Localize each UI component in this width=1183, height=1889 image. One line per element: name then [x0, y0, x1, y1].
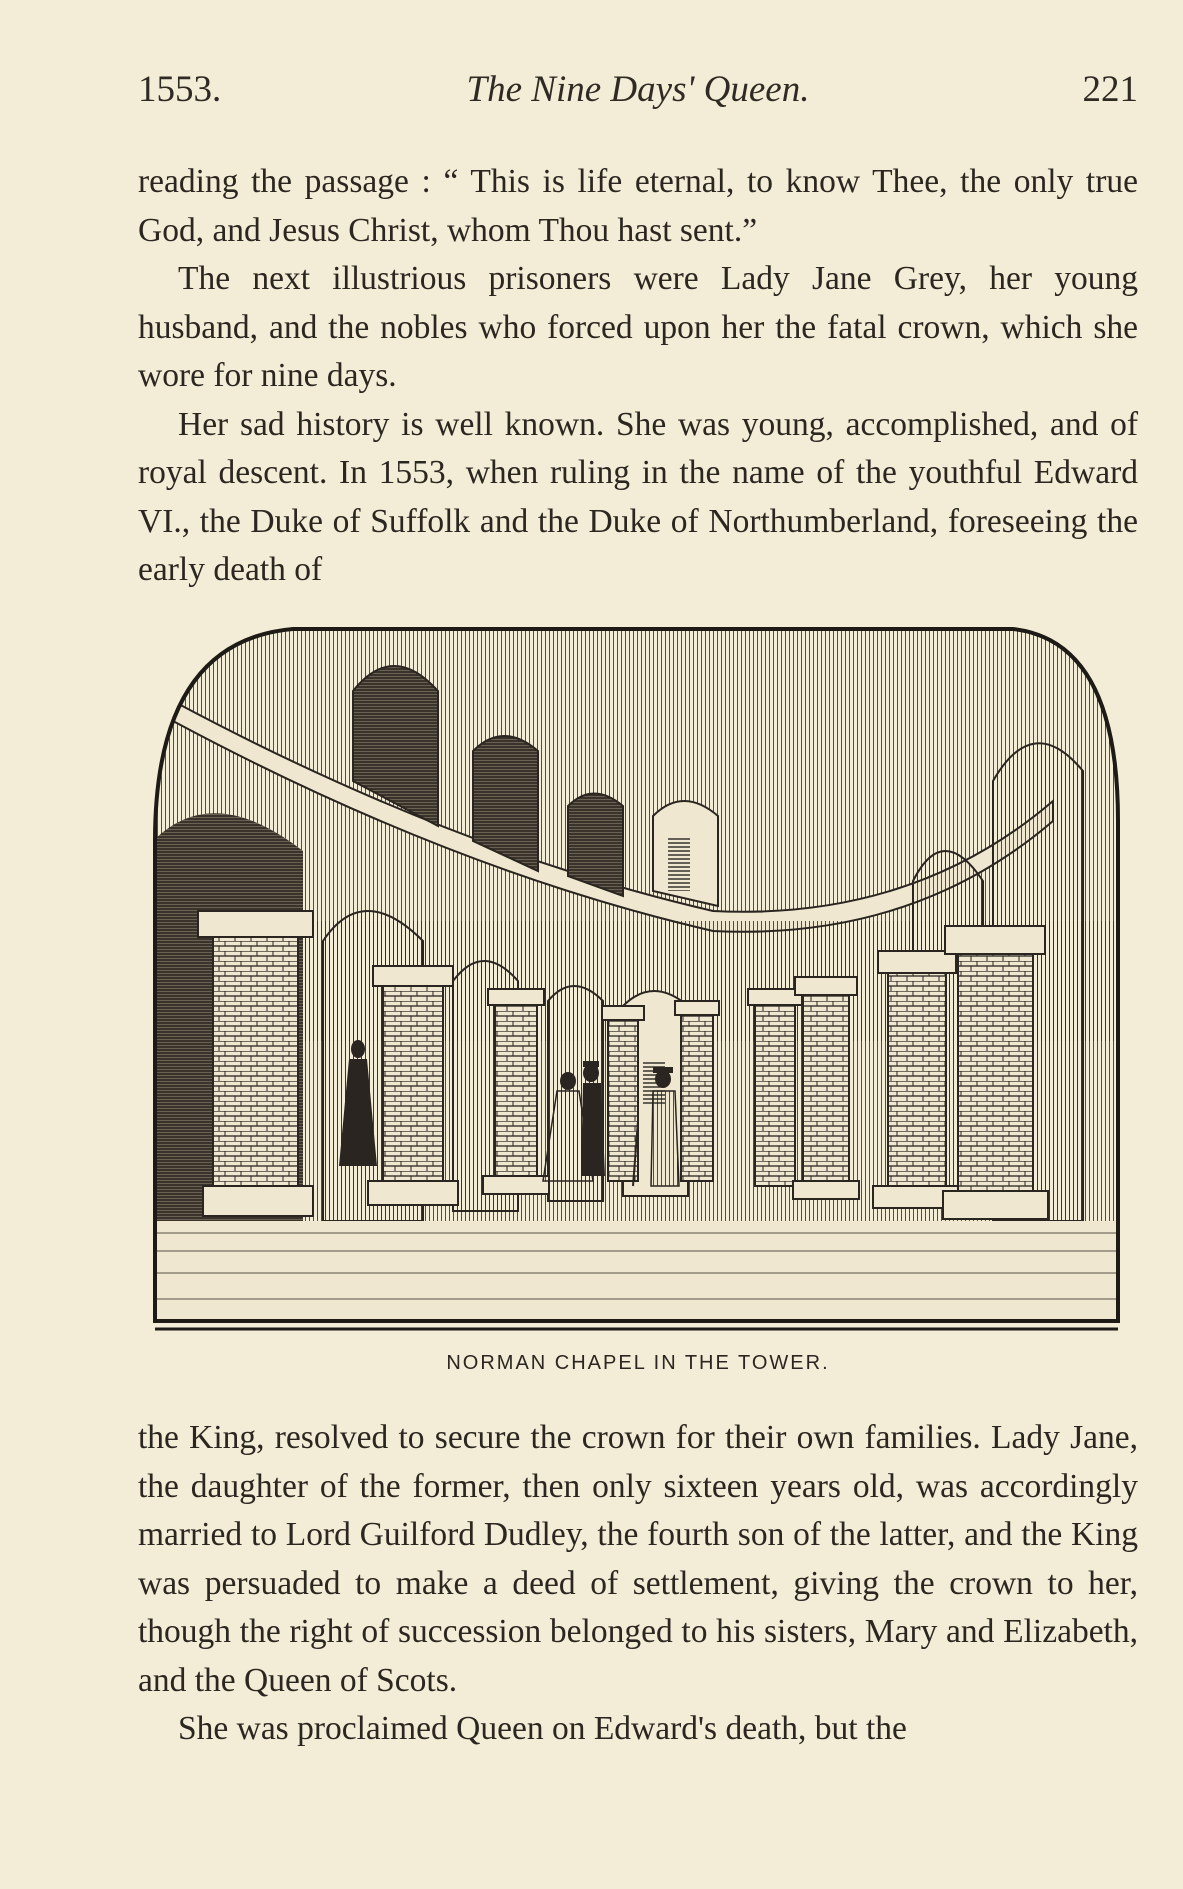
paragraph: Her sad history is well known. She was young, accomplished, and of royal descent. In 1553, when ruling in the name of the youthful Edward VI., the Duke of Suffolk and the Duke of Northumberland, foreseeing the early death of [138, 405, 1138, 588]
page-number: 221 [1082, 69, 1138, 110]
paragraph: The next illustrious prisoners were Lady Jane Grey, her young husband, and the nobles who forced upon her the fatal crown, which she wore for nine days. [138, 260, 1138, 394]
running-header [138, 68, 1138, 118]
header-year: 1553. [138, 69, 222, 110]
paragraph: She was proclaimed Queen on Edward's death, but the [178, 1710, 907, 1747]
body-text-top [138, 158, 1138, 595]
paragraph: the King, resolved to secure the crown for their own families. Lady Jane, the daughter of the former, then only sixteen years old, was accordingly married to Lord Guilford Dudley, the fourth son of the latter, and the King was persuaded to make a deed of settlement, giving the crown to her, though the right of succession belonged to his sisters, Mary and Elizabeth, and the Queen of Scots. [138, 1419, 1138, 1699]
figure-caption: NORMAN CHAPEL IN THE TOWER. [446, 1352, 830, 1374]
paragraph: reading the passage : “ This is life eternal, to know Thee, the only true God, and Jesus Christ, whom Thou hast sent.” [138, 163, 1138, 249]
running-title: The Nine Days' Queen. [466, 69, 810, 110]
chapel-engraving [153, 621, 1122, 1333]
body-text-bottom [138, 1414, 1138, 1754]
